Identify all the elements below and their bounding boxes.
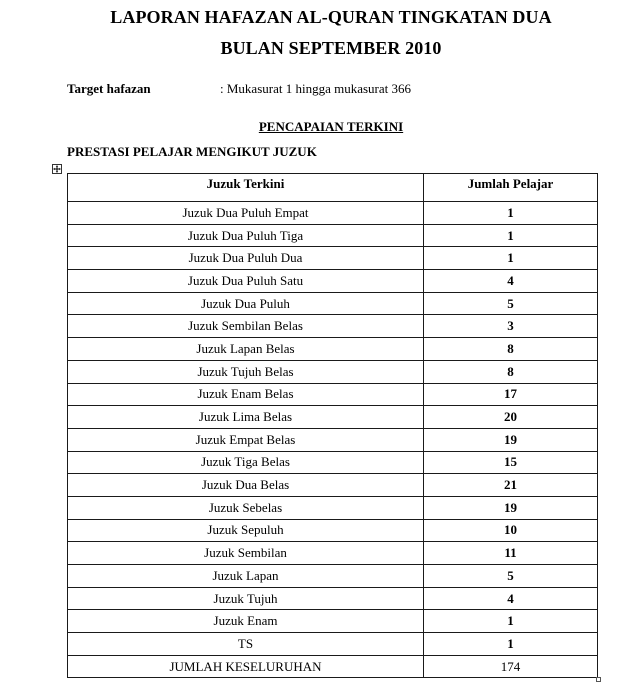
jumlah-cell: 1 bbox=[424, 247, 598, 270]
table-row bbox=[68, 315, 598, 338]
juzuk-cell: Juzuk Empat Belas bbox=[68, 428, 424, 451]
juzuk-cell: Juzuk Tujuh bbox=[68, 587, 424, 610]
table-row bbox=[68, 406, 598, 429]
jumlah-cell: 21 bbox=[424, 474, 598, 497]
juzuk-cell: TS bbox=[68, 633, 424, 656]
table-row bbox=[68, 428, 598, 451]
juzuk-cell: Juzuk Dua Puluh Tiga bbox=[68, 224, 424, 247]
jumlah-cell: 8 bbox=[424, 360, 598, 383]
juzuk-cell: Juzuk Enam Belas bbox=[68, 383, 424, 406]
juzuk-cell: Juzuk Sembilan Belas bbox=[68, 315, 424, 338]
table-row bbox=[68, 542, 598, 565]
jumlah-cell: 1 bbox=[424, 633, 598, 656]
jumlah-cell: 19 bbox=[424, 496, 598, 519]
table-row bbox=[68, 224, 598, 247]
header-jumlah-pelajar: Jumlah Pelajar bbox=[424, 174, 598, 202]
juzuk-cell: Juzuk Enam bbox=[68, 610, 424, 633]
table-row bbox=[68, 496, 598, 519]
jumlah-cell: 1 bbox=[424, 610, 598, 633]
table-row bbox=[68, 519, 598, 542]
table-body bbox=[68, 202, 598, 678]
table-caption: PRESTASI PELAJAR MENGIKUT JUZUK bbox=[67, 144, 317, 159]
jumlah-cell: 8 bbox=[424, 338, 598, 361]
table-row bbox=[68, 247, 598, 270]
jumlah-cell: 3 bbox=[424, 315, 598, 338]
table-row bbox=[68, 338, 598, 361]
table-row bbox=[68, 610, 598, 633]
jumlah-cell: 20 bbox=[424, 406, 598, 429]
jumlah-cell: 15 bbox=[424, 451, 598, 474]
table-row bbox=[68, 270, 598, 293]
juzuk-table bbox=[67, 173, 598, 678]
juzuk-cell: Juzuk Lima Belas bbox=[68, 406, 424, 429]
juzuk-cell: Juzuk Dua Puluh Satu bbox=[68, 270, 424, 293]
table-row bbox=[68, 292, 598, 315]
juzuk-cell: Juzuk Lapan bbox=[68, 565, 424, 588]
juzuk-cell: Juzuk Dua Belas bbox=[68, 474, 424, 497]
jumlah-cell: 5 bbox=[424, 292, 598, 315]
jumlah-cell: 17 bbox=[424, 383, 598, 406]
juzuk-cell: Juzuk Dua Puluh bbox=[68, 292, 424, 315]
table-row bbox=[68, 451, 598, 474]
report-title-line2: BULAN SEPTEMBER 2010 bbox=[220, 38, 442, 58]
table-resize-handle-icon[interactable] bbox=[596, 677, 601, 682]
section-heading: PENCAPAIAN TERKINI bbox=[258, 119, 404, 134]
table-move-handle-icon[interactable] bbox=[52, 161, 62, 171]
juzuk-cell: Juzuk Tiga Belas bbox=[68, 451, 424, 474]
total-value: 174 bbox=[424, 655, 598, 678]
jumlah-cell: 19 bbox=[424, 428, 598, 451]
table-header-row bbox=[68, 174, 598, 202]
target-value: : Mukasurat 1 hingga mukasurat 366 bbox=[220, 81, 411, 96]
jumlah-cell: 5 bbox=[424, 565, 598, 588]
table-row bbox=[68, 383, 598, 406]
juzuk-cell: Juzuk Dua Puluh Dua bbox=[68, 247, 424, 270]
table-total-row bbox=[68, 655, 598, 678]
juzuk-cell: Juzuk Sebelas bbox=[68, 496, 424, 519]
juzuk-cell: Juzuk Tujuh Belas bbox=[68, 360, 424, 383]
jumlah-cell: 11 bbox=[424, 542, 598, 565]
jumlah-cell: 1 bbox=[424, 224, 598, 247]
jumlah-cell: 4 bbox=[424, 270, 598, 293]
table-row bbox=[68, 633, 598, 656]
target-label: Target hafazan bbox=[67, 81, 151, 96]
juzuk-cell: Juzuk Sembilan bbox=[68, 542, 424, 565]
juzuk-cell: Juzuk Dua Puluh Empat bbox=[68, 202, 424, 225]
jumlah-cell: 10 bbox=[424, 519, 598, 542]
table-row bbox=[68, 202, 598, 225]
table-row bbox=[68, 360, 598, 383]
juzuk-cell: Juzuk Lapan Belas bbox=[68, 338, 424, 361]
total-label: JUMLAH KESELURUHAN bbox=[68, 655, 424, 678]
table-row bbox=[68, 565, 598, 588]
header-juzuk-terkini: Juzuk Terkini bbox=[68, 174, 424, 202]
report-title-line1: LAPORAN HAFAZAN AL-QURAN TINGKATAN DUA bbox=[110, 7, 552, 27]
juzuk-cell: Juzuk Sepuluh bbox=[68, 519, 424, 542]
table-row bbox=[68, 587, 598, 610]
jumlah-cell: 1 bbox=[424, 202, 598, 225]
table-row bbox=[68, 474, 598, 497]
jumlah-cell: 4 bbox=[424, 587, 598, 610]
